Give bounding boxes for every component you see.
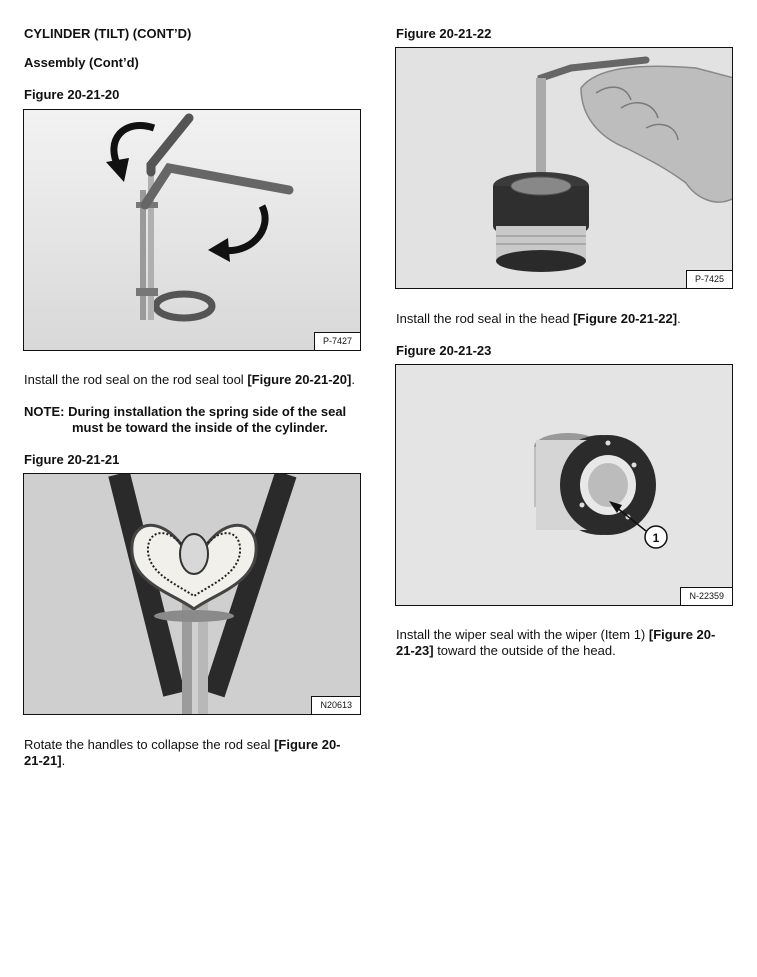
step-end: . [351,372,355,387]
subsection-title: Assembly (Cont’d) [24,55,139,70]
figure-tag: N-22359 [680,587,733,606]
step-rotate-handles [24,737,361,769]
figure-reference-cont: 21-21] [24,753,62,768]
figure-20-21-21-photo [23,473,361,715]
step-text: Rotate the handles to collapse the rod seal [24,737,275,752]
figure-20-21-20-photo [23,109,361,351]
wiper-seal-illustration [396,365,733,606]
figure-caption-20-21-20: Figure 20-21-20 [24,87,120,102]
step-install-wiper-seal [396,627,733,659]
figure-caption-20-21-21: Figure 20-21-21 [24,452,120,467]
rod-seal-in-head-illustration [396,48,733,289]
figure-caption-20-21-23: Figure 20-21-23 [396,343,492,358]
section-title: CYLINDER (TILT) (CONT’D) [24,26,192,41]
figure-20-21-23-photo [395,364,733,606]
figure-tag: P-7425 [686,270,733,289]
step-install-rod-seal-in-head [396,311,681,327]
collapsed-seal-illustration [24,474,361,715]
callout-item-1: 1 [652,531,660,545]
step-end: . [677,311,681,326]
figure-caption-20-21-22: Figure 20-21-22 [396,26,492,41]
figure-tag: N20613 [311,696,361,715]
step-install-rod-seal-on-tool [24,372,355,388]
note-line-2: must be toward the inside of the cylinder. [72,420,328,435]
rod-seal-tool-illustration [24,110,361,351]
figure-20-21-22-photo [395,47,733,289]
figure-reference-cont: 21-23] [396,643,434,658]
note-line-1: During installation the spring side of the seal [68,404,347,419]
figure-reference: [Figure 20-21-20] [247,372,352,387]
figure-reference: [Figure 20- [274,737,341,752]
step-text: Install the rod seal in the head [396,311,574,326]
step-end: . [61,753,66,768]
note-block [24,404,346,436]
step-text: Install the wiper seal with the wiper (Item 1) [396,627,649,642]
step-text-cont: toward the outside of the head. [433,643,616,658]
figure-reference: [Figure 20- [648,627,716,642]
step-text: Install the rod seal on the rod seal tool [24,372,248,387]
figure-tag: P-7427 [314,332,361,351]
figure-reference: [Figure 20-21-22] [573,311,678,326]
note-label: NOTE: [24,404,65,419]
